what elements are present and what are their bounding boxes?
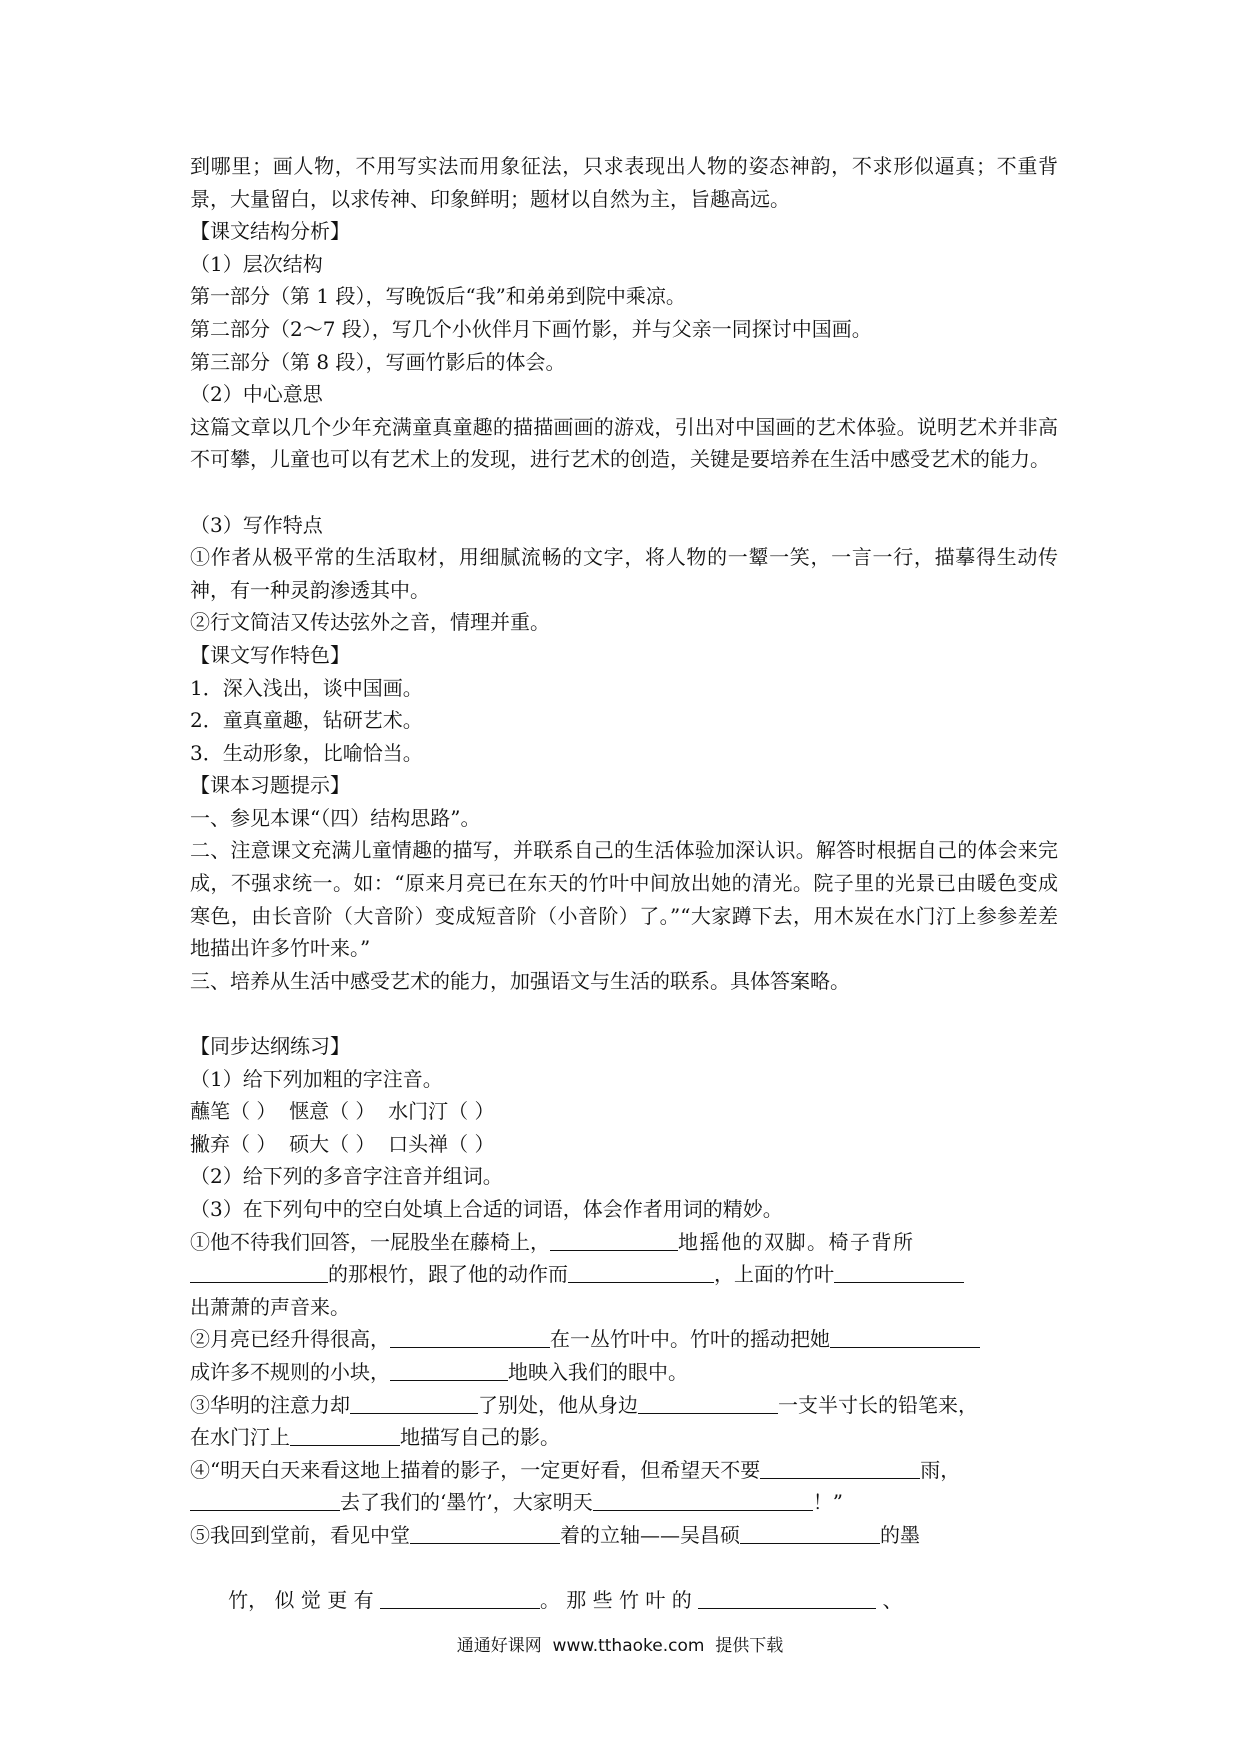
fill-blank[interactable]: [568, 1262, 714, 1283]
subheading-writing-features: （3）写作特点: [190, 512, 323, 537]
sentence-4-line-2: 去了我们的‘墨竹’，大家明天 ！”: [190, 1486, 1058, 1519]
section-heading-exercise-hints: 【课本习题提示】: [190, 773, 350, 798]
writing-feature-1: ①作者从极平常的生活取材，用细腻流畅的文字，将人物的一颦一笑，一言一行，描摹得生动传神，有一种灵韵渗透其中。: [190, 545, 1058, 602]
sentence-3-line-1: ③华明的注意力却 了别处，他从身边 一支半寸长的铅笔来，: [190, 1392, 978, 1417]
page-footer: 通通好课网 www.tthaoke.com 提供下载: [456, 1636, 784, 1656]
page-content: [190, 150, 1058, 1613]
fill-blank[interactable]: [410, 1523, 560, 1544]
intro-paragraph: 到哪里；画人物，不用写实法而用象征法，只求表现出人物的姿态神韵，不求形似逼真；不重背景，大量留白，以求传神、印象鲜明；题材以自然为主，旨趣高远。: [190, 154, 1058, 211]
sentence-2-line-1: ②月亮已经升得很高， 在一丛竹叶中。竹叶的摇动把她: [190, 1323, 1058, 1356]
fill-blank[interactable]: [834, 1262, 964, 1283]
fill-blank[interactable]: [830, 1327, 980, 1348]
fill-blank[interactable]: [380, 1588, 540, 1609]
subheading-levels: （1）层次结构: [190, 251, 323, 276]
fill-blank[interactable]: [593, 1490, 813, 1511]
sentence-1-line-1: ①他不待我们回答，一屁股坐在藤椅上， 地摇他的双脚。椅子背所: [190, 1229, 915, 1254]
subheading-center-idea: （2）中心意思: [190, 382, 323, 407]
sentence-4-line-1: ④“明天白天来看这地上描着的影子，一定更好看，但希望天不要 雨，: [190, 1457, 961, 1482]
fill-blank[interactable]: [190, 1262, 328, 1283]
fill-blank[interactable]: [190, 1490, 340, 1511]
fill-blank[interactable]: [390, 1360, 508, 1381]
fill-blank[interactable]: [350, 1393, 478, 1414]
sentence-2-line-2: 成许多不规则的小块， 地映入我们的眼中。: [190, 1360, 688, 1384]
sentence-5-line-1: ⑤我回到堂前，看见中堂 着的立轴——吴昌硕 的墨: [190, 1522, 920, 1547]
section-heading-features: 【课文写作特色】: [190, 642, 350, 667]
spacer: [190, 997, 1058, 1030]
exercise-hint-2: 二、注意课文充满儿童情趣的描写，并联系自己的生活体验加深认识。解答时根据自己的体会来完成，不强求统一。如：“原来月亮已在东天的竹叶中间放出她的清光。院子里的光景已由暖色变成寒色，由长音阶（大音阶）变成短音阶（小音阶）了。”“大家蹲下去，用木炭在水门汀上参参差差地描出许多竹叶来。”: [190, 838, 1058, 961]
exercise-hint-3: 三、培养从生活中感受艺术的能力，加强语文与生活的联系。具体答案略。: [190, 968, 850, 993]
sentence-3-line-2: 在水门汀上 地描写自己的影。: [190, 1425, 560, 1450]
exercise-hint-1: 一、参见本课“（四）结构思路”。: [190, 805, 481, 830]
writing-feature-2: ②行文简洁又传达弦外之音，情理并重。: [190, 610, 550, 635]
question-2: （2）给下列的多音字注音并组词。: [190, 1164, 503, 1189]
fill-blank[interactable]: [638, 1393, 778, 1414]
feature-item-2: 2．童真童趣，钻研艺术。: [190, 708, 423, 733]
question-3: （3）在下列句中的空白处填上合适的词语，体会作者用词的精妙。: [190, 1197, 783, 1222]
center-idea-paragraph: 这篇文章以几个少年充满童真童趣的描描画画的游戏，引出对中国画的艺术体验。说明艺术并非高不可攀，儿童也可以有艺术上的发现，进行艺术的创造，关键是要培养在生活中感受艺术的能力。: [190, 414, 1058, 472]
feature-item-1: 1．深入浅出，谈中国画。: [190, 675, 423, 700]
fill-blank[interactable]: [740, 1523, 880, 1544]
section-heading-practice: 【同步达纲练习】: [190, 1034, 350, 1059]
structure-part-2: 第二部分（2～7 段），写几个小伙伴月下画竹影，并与父亲一同探讨中国画。: [190, 316, 872, 341]
fill-blank[interactable]: [698, 1588, 876, 1609]
question-1-row-2: 撇弃（ ） 硕大（ ） 口头禅（ ）: [190, 1131, 495, 1156]
feature-item-3: 3．生动形象，比喻恰当。: [190, 740, 423, 765]
sentence-1-line-2: 的那根竹，跟了他的动作而 ，上面的竹叶: [190, 1258, 1058, 1291]
sentence-1-line-3: 出萧萧的声音来。: [190, 1294, 350, 1319]
structure-part-3: 第三部分（第 8 段），写画竹影后的体会。: [190, 349, 566, 374]
fill-blank[interactable]: [550, 1230, 678, 1251]
fill-blank[interactable]: [390, 1327, 550, 1348]
fill-blank[interactable]: [760, 1458, 920, 1479]
question-1: （1）给下列加粗的字注音。: [190, 1066, 443, 1091]
sentence-5-line-2: 竹， 似 觉 更 有 。 那 些 竹 叶 的 、: [228, 1588, 903, 1613]
structure-part-1: 第一部分（第 1 段），写晚饭后“我”和弟弟到院中乘凉。: [190, 284, 686, 309]
section-heading-structure: 【课文结构分析】: [190, 219, 350, 244]
question-1-row-1: 蘸笔（ ） 惬意（ ） 水门汀（ ）: [190, 1099, 495, 1124]
fill-blank[interactable]: [290, 1425, 400, 1446]
